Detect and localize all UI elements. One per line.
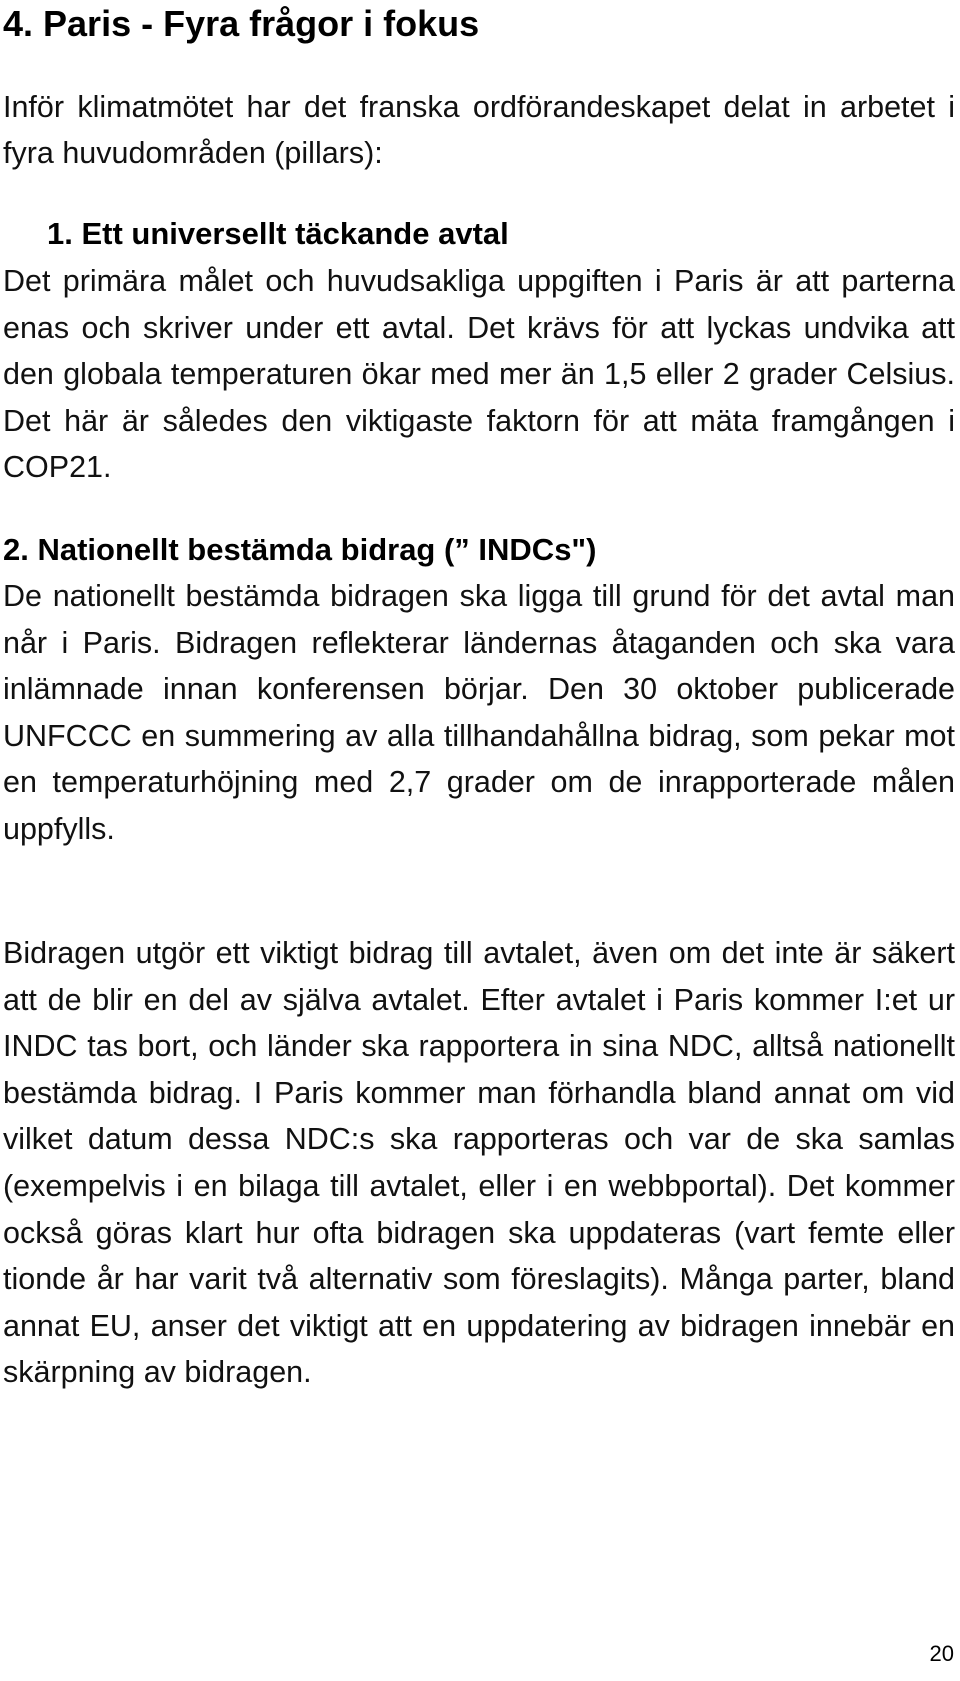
section-title: 4. Paris - Fyra frågor i fokus [3,3,480,44]
section-1-heading: 1. Ett universellt täckande avtal [47,216,509,251]
section-1-body: Det primära målet och huvudsakliga uppgiften i Paris är att parterna enas och skriver under ett avtal. Det krävs för att lyckas undvika att den globala temperaturen ökar med mer än 1,5 eller 2 grader Celsius. Det här är således den viktigaste faktorn för att mäta framgången i COP21. [3,264,955,485]
page-number: 20 [929,1641,954,1666]
intro-paragraph: Inför klimatmötet har det franska ordförandeskapet delat in arbetet i fyra huvudområden (pillars): [3,90,955,170]
section-2-body: De nationellt bestämda bidragen ska ligga till grund för det avtal man når i Paris. Bidragen reflekterar ländernas åtaganden och ska vara inlämnade innan konferensen börjar. Den 30 oktober publicerade UNFCCC en summering av alla tillhandahållna bidrag, som pekar mot en temperaturhöjning med 2,7 grader om de inrapporterade målen uppfylls. [3,579,955,846]
paragraph-3: Bidragen utgör ett viktigt bidrag till avtalet, även om det inte är säkert att de blir en del av själva avtalet. Efter avtalet i Paris kommer I:et ur INDC tas bort, och länder ska rapportera in sina NDC, alltså nationellt bestämda bidrag. I Paris kommer man förhandla bland annat om vid vilket datum dessa NDC:s ska rapporteras och var de ska samlas (exempelvis i en bilaga till avtalet, eller i en webbportal). Det kommer också göras klart hur ofta bidragen ska uppdateras (vart femte eller tionde år har varit två alternativ som föreslagits). Många parter, bland annat EU, anser det viktigt att en uppdatering av bidragen innebär en skärpning av bidragen. [3,936,955,1390]
section-2-heading: 2. Nationellt bestämda bidrag (” INDCs") [3,532,597,567]
